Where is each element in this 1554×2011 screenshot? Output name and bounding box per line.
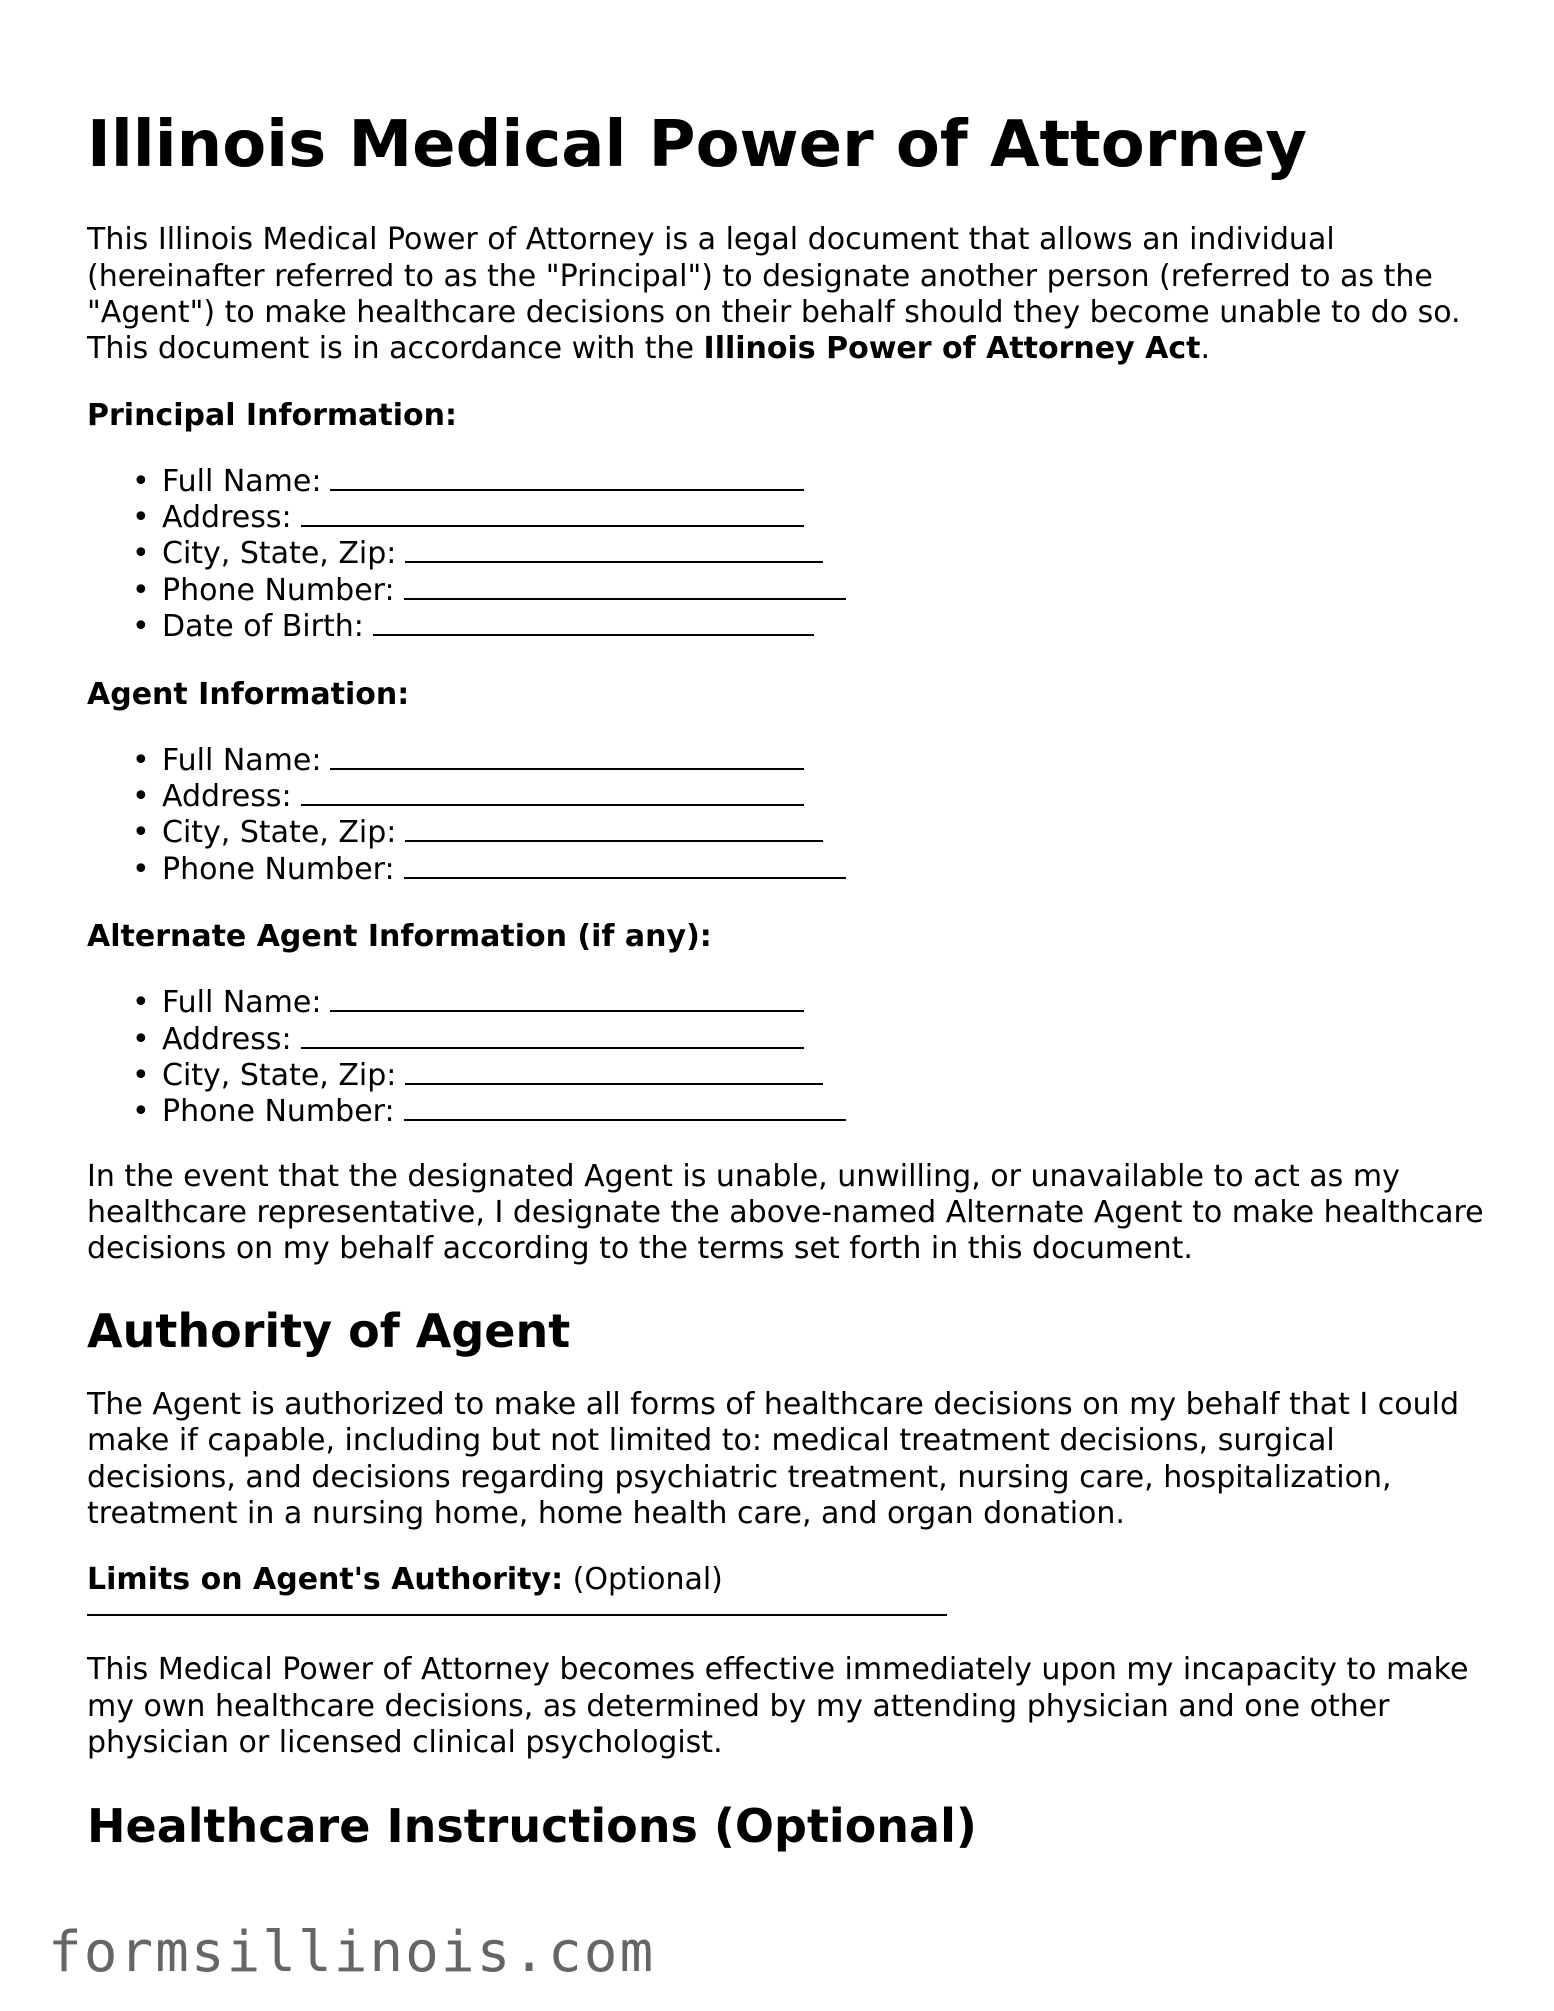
field-label: Full Name:	[162, 985, 322, 1021]
field-label: Phone Number:	[162, 851, 395, 887]
limits-optional-note: (Optional)	[572, 1562, 723, 1598]
principal-phone-field[interactable]	[132, 572, 1487, 609]
city-state-zip-blank[interactable]	[405, 537, 823, 563]
field-label: Phone Number:	[162, 1094, 395, 1130]
agent-address-field[interactable]	[132, 779, 1487, 815]
authority-heading: Authority of Agent	[87, 1303, 571, 1358]
agent-city-state-zip-field[interactable]	[132, 815, 1487, 851]
principal-address-field[interactable]	[132, 499, 1487, 536]
phone-blank[interactable]	[404, 853, 846, 879]
phone-blank[interactable]	[404, 574, 846, 600]
field-label: Full Name:	[162, 742, 322, 778]
alternate-fields-list	[87, 985, 1487, 1131]
authority-paragraph: The Agent is authorized to make all forms of healthcare decisions on my behalf that I could make if capable, including but not limited to: medical treatment decisions, surgical decisions, and decisions regarding psychiatric treatment, nursing care, hospitalization, treatment in a nursing home, home health care, and organ donation.	[87, 1386, 1460, 1531]
field-label: Phone Number:	[162, 572, 395, 608]
bullet-icon: •	[132, 985, 150, 1021]
agent-phone-field[interactable]	[132, 851, 1487, 888]
bullet-icon: •	[132, 1094, 150, 1130]
field-label: City, State, Zip:	[162, 815, 397, 851]
alternate-designation-paragraph: In the event that the designated Agent is unable, unwilling, or unavailable to act as my healthcare representative, I designate the above-named Alternate Agent to make healthcare decisions on my behalf according to the terms set forth in this document.	[87, 1158, 1484, 1267]
bullet-icon: •	[132, 609, 150, 645]
limits-label: Limits on Agent's Authority:	[87, 1562, 564, 1598]
bullet-icon: •	[132, 1021, 150, 1057]
agent-info-label: Agent Information:	[87, 676, 410, 712]
principal-full-name-field[interactable]	[132, 463, 1487, 500]
address-blank[interactable]	[301, 1023, 804, 1049]
full-name-blank[interactable]	[330, 465, 804, 491]
full-name-blank[interactable]	[330, 744, 804, 770]
document-page	[87, 0, 1487, 1855]
city-state-zip-blank[interactable]	[405, 816, 823, 842]
bullet-icon: •	[132, 536, 150, 572]
bullet-icon: •	[132, 742, 150, 778]
field-label: Full Name:	[162, 463, 322, 499]
alternate-address-field[interactable]	[132, 1021, 1487, 1058]
alternate-phone-field[interactable]	[132, 1094, 1487, 1130]
alternate-full-name-field[interactable]	[132, 985, 1487, 1021]
bullet-icon: •	[132, 851, 150, 887]
bullet-icon: •	[132, 499, 150, 535]
field-label: Address:	[162, 499, 292, 535]
field-label: City, State, Zip:	[162, 1058, 397, 1094]
full-name-blank[interactable]	[330, 986, 804, 1012]
bullet-icon: •	[132, 1058, 150, 1094]
intro-text-end: .	[1200, 331, 1211, 367]
principal-info-label: Principal Information:	[87, 397, 458, 433]
address-blank[interactable]	[301, 501, 804, 527]
document-title: Illinois Medical Power of Attorney	[87, 108, 1307, 182]
effective-paragraph: This Medical Power of Attorney becomes effective immediately upon my incapacity to make my own healthcare decisions, as determined by my attending physician and one other physician or licensed clinical psychologist.	[87, 1652, 1469, 1761]
bullet-icon: •	[132, 779, 150, 815]
agent-fields-list	[87, 743, 1487, 889]
alternate-city-state-zip-field[interactable]	[132, 1058, 1487, 1094]
limits-blank[interactable]	[87, 1598, 947, 1616]
site-watermark: formsillinois.com	[48, 1920, 656, 1985]
address-blank[interactable]	[301, 780, 804, 806]
city-state-zip-blank[interactable]	[405, 1059, 823, 1085]
intro-paragraph	[87, 222, 1487, 367]
phone-blank[interactable]	[404, 1095, 846, 1121]
principal-dob-field[interactable]	[132, 609, 1487, 645]
intro-text: This Illinois Medical Power of Attorney is a legal document that allows an individual (hereinafter referred to as the "Principal") to designate another person (referred to as the "Agent") to make healthcare decisions on their behalf should they become unable to do so. This document is in accordance with the	[87, 222, 1461, 367]
intro-act-name: Illinois Power of Attorney Act	[703, 331, 1201, 367]
principal-fields-list	[87, 464, 1487, 646]
agent-full-name-field[interactable]	[132, 742, 1487, 779]
bullet-icon: •	[132, 572, 150, 608]
alternate-agent-info-label: Alternate Agent Information (if any):	[87, 919, 712, 955]
dob-blank[interactable]	[373, 610, 814, 636]
field-label: Address:	[162, 1021, 292, 1057]
bullet-icon: •	[132, 815, 150, 851]
field-label: Date of Birth:	[162, 609, 364, 645]
bullet-icon: •	[132, 463, 150, 499]
field-label: Address:	[162, 779, 292, 815]
limits-line	[87, 1562, 1487, 1598]
field-label: City, State, Zip:	[162, 536, 397, 572]
principal-city-state-zip-field[interactable]	[132, 536, 1487, 572]
healthcare-instructions-heading: Healthcare Instructions (Optional)	[87, 1799, 977, 1854]
